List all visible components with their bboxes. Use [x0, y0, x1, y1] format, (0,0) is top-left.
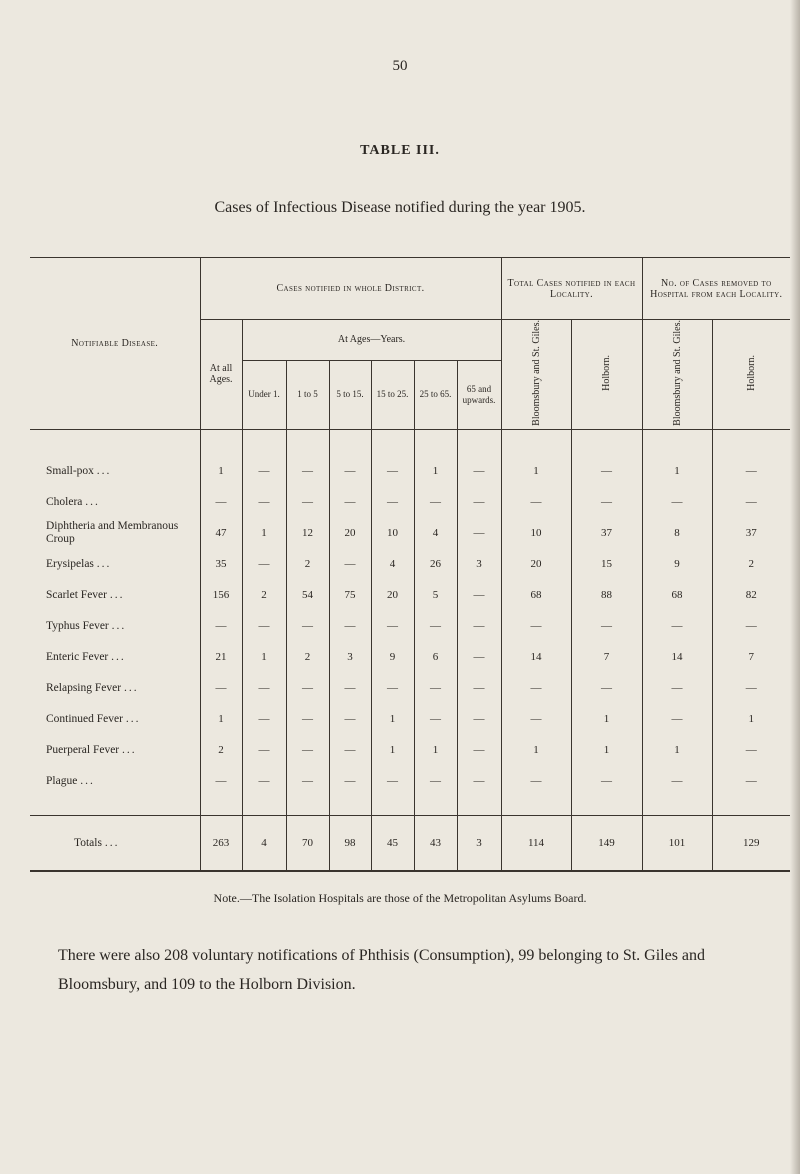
- header-age-1-to-5: 1 to 5: [286, 360, 329, 429]
- header-age-15-to-25: 15 to 25.: [371, 360, 414, 429]
- cell-15-to-25: —: [371, 487, 414, 518]
- cell-under-1: —: [242, 456, 286, 487]
- cell-removed-holborn: 2: [712, 549, 790, 580]
- cell-5-to-15: 75: [329, 580, 371, 611]
- total-removed-holborn: 129: [712, 815, 790, 871]
- cell-65-upwards: —: [457, 735, 501, 766]
- cell-total-bloomsbury: 68: [501, 580, 571, 611]
- cell-1-to-5: —: [286, 704, 329, 735]
- cell-removed-bloomsbury: —: [642, 766, 712, 797]
- cell-25-to-65: 6: [414, 642, 457, 673]
- header-total-holborn-label: Holborn.: [601, 355, 613, 391]
- cell-25-to-65: —: [414, 611, 457, 642]
- cell-65-upwards: —: [457, 611, 501, 642]
- cell-25-to-65: —: [414, 487, 457, 518]
- cell-removed-bloomsbury: 1: [642, 456, 712, 487]
- cell-1-to-5: —: [286, 487, 329, 518]
- cell-15-to-25: 20: [371, 580, 414, 611]
- cell-15-to-25: —: [371, 611, 414, 642]
- cell-removed-bloomsbury: —: [642, 673, 712, 704]
- table-note: Note.—The Isolation Hospitals are those of the Metropolitan Asylums Board.: [213, 891, 587, 905]
- header-total-bloomsbury: [501, 320, 571, 430]
- cell-15-to-25: 1: [371, 735, 414, 766]
- cell-removed-bloomsbury: 8: [642, 518, 712, 549]
- cell-1-to-5: —: [286, 673, 329, 704]
- cell-removed-holborn: 1: [712, 704, 790, 735]
- table-row: [30, 642, 790, 673]
- cell-removed-bloomsbury: —: [642, 704, 712, 735]
- header-total-each-locality: Total Cases notified in each Locality.: [501, 258, 642, 320]
- cell-total-bloomsbury: 1: [501, 456, 571, 487]
- table-row: [30, 704, 790, 735]
- cell-removed-holborn: —: [712, 766, 790, 797]
- cell-removed-bloomsbury: 9: [642, 549, 712, 580]
- table-row: [30, 580, 790, 611]
- cell-all-ages: 21: [200, 642, 242, 673]
- cell-under-1: 1: [242, 642, 286, 673]
- total-holborn: 149: [571, 815, 642, 871]
- cell-15-to-25: 10: [371, 518, 414, 549]
- cell-removed-holborn: 7: [712, 642, 790, 673]
- table-row: [30, 611, 790, 642]
- cell-5-to-15: —: [329, 611, 371, 642]
- cell-removed-bloomsbury: 1: [642, 735, 712, 766]
- total-25-to-65: 43: [414, 815, 457, 871]
- cell-removed-holborn: —: [712, 456, 790, 487]
- disease-name: Erysipelas ...: [46, 558, 112, 571]
- cell-all-ages: 47: [200, 518, 242, 549]
- cell-removed-bloomsbury: —: [642, 611, 712, 642]
- table-row: [30, 456, 790, 487]
- cell-25-to-65: —: [414, 704, 457, 735]
- cell-under-1: —: [242, 704, 286, 735]
- cell-total-bloomsbury: —: [501, 704, 571, 735]
- cell-total-bloomsbury: 1: [501, 735, 571, 766]
- cell-under-1: —: [242, 673, 286, 704]
- cell-removed-holborn: —: [712, 487, 790, 518]
- cell-all-ages: —: [200, 673, 242, 704]
- cell-all-ages: 1: [200, 704, 242, 735]
- disease-name: Enteric Fever ...: [46, 651, 126, 664]
- cell-65-upwards: —: [457, 518, 501, 549]
- cell-1-to-5: —: [286, 766, 329, 797]
- cell-5-to-15: —: [329, 487, 371, 518]
- footer-paragraph: There were also 208 voluntary notifications of Phthisis (Consumption), 99 belonging to St. Giles and Bloomsbury, and 109 to the Holborn Division.: [58, 947, 706, 993]
- table-row: [30, 735, 790, 766]
- table-row: [30, 673, 790, 704]
- cell-5-to-15: —: [329, 549, 371, 580]
- cell-all-ages: —: [200, 766, 242, 797]
- cell-5-to-15: —: [329, 766, 371, 797]
- cell-15-to-25: —: [371, 456, 414, 487]
- header-removed-holborn-label: Holborn.: [745, 355, 757, 391]
- cell-5-to-15: 20: [329, 518, 371, 549]
- total-all-ages: 263: [200, 815, 242, 871]
- cell-25-to-65: 5: [414, 580, 457, 611]
- header-total-holborn: [571, 320, 642, 430]
- cell-25-to-65: 1: [414, 735, 457, 766]
- cell-5-to-15: —: [329, 735, 371, 766]
- table-row: [30, 549, 790, 580]
- total-1-to-5: 70: [286, 815, 329, 871]
- cell-65-upwards: —: [457, 704, 501, 735]
- cell-1-to-5: —: [286, 611, 329, 642]
- cell-removed-holborn: 82: [712, 580, 790, 611]
- header-age-5-to-15: 5 to 15.: [329, 360, 371, 429]
- page-number: 50: [392, 58, 408, 74]
- cell-65-upwards: —: [457, 487, 501, 518]
- cell-1-to-5: 2: [286, 549, 329, 580]
- cell-removed-bloomsbury: 68: [642, 580, 712, 611]
- cell-removed-holborn: 37: [712, 518, 790, 549]
- cell-all-ages: —: [200, 611, 242, 642]
- header-cases-whole-district: Cases notified in whole District.: [200, 258, 501, 320]
- cell-total-holborn: —: [571, 673, 642, 704]
- totals-label: Totals ...: [30, 815, 200, 871]
- header-removed-to-hospital: No. of Cases removed to Hospital from each Locality.: [642, 258, 790, 320]
- cell-5-to-15: 3: [329, 642, 371, 673]
- cell-25-to-65: 4: [414, 518, 457, 549]
- table-row: [30, 518, 790, 549]
- disease-name: Plague ...: [46, 775, 95, 788]
- cell-15-to-25: —: [371, 673, 414, 704]
- header-total-bloomsbury-label: Bloomsbury and St. Giles.: [530, 320, 542, 426]
- cell-65-upwards: —: [457, 673, 501, 704]
- cell-under-1: —: [242, 766, 286, 797]
- disease-name: Relapsing Fever ...: [46, 682, 139, 695]
- disease-name: Small-pox ...: [46, 465, 112, 478]
- disease-name: Cholera ...: [46, 496, 100, 509]
- cell-1-to-5: 12: [286, 518, 329, 549]
- cell-1-to-5: —: [286, 456, 329, 487]
- total-removed-bloomsbury: 101: [642, 815, 712, 871]
- header-removed-bloomsbury-label: Bloomsbury and St. Giles.: [671, 320, 683, 426]
- disease-name: Puerperal Fever ...: [46, 744, 137, 757]
- cell-65-upwards: —: [457, 456, 501, 487]
- cell-1-to-5: —: [286, 735, 329, 766]
- cell-all-ages: 35: [200, 549, 242, 580]
- cell-total-holborn: 1: [571, 735, 642, 766]
- cell-total-bloomsbury: 10: [501, 518, 571, 549]
- cell-total-bloomsbury: —: [501, 766, 571, 797]
- cell-15-to-25: 4: [371, 549, 414, 580]
- cell-65-upwards: 3: [457, 549, 501, 580]
- cell-65-upwards: —: [457, 580, 501, 611]
- cell-removed-bloomsbury: 14: [642, 642, 712, 673]
- cell-25-to-65: —: [414, 673, 457, 704]
- cell-total-holborn: 37: [571, 518, 642, 549]
- cell-under-1: —: [242, 611, 286, 642]
- cell-removed-bloomsbury: —: [642, 487, 712, 518]
- cell-under-1: —: [242, 735, 286, 766]
- cell-total-bloomsbury: —: [501, 487, 571, 518]
- cell-total-holborn: 1: [571, 704, 642, 735]
- table-row: [30, 487, 790, 518]
- header-age-under-1: Under 1.: [242, 360, 286, 429]
- cell-total-holborn: 15: [571, 549, 642, 580]
- cell-25-to-65: 1: [414, 456, 457, 487]
- cell-all-ages: 2: [200, 735, 242, 766]
- total-5-to-15: 98: [329, 815, 371, 871]
- cell-total-bloomsbury: —: [501, 611, 571, 642]
- cell-15-to-25: 9: [371, 642, 414, 673]
- header-age-65-upwards: 65 and upwards.: [457, 360, 501, 429]
- header-at-ages-years: At Ages—Years.: [242, 320, 501, 361]
- cell-5-to-15: —: [329, 704, 371, 735]
- cell-all-ages: —: [200, 487, 242, 518]
- disease-table: [30, 257, 790, 872]
- cell-total-bloomsbury: —: [501, 673, 571, 704]
- cell-under-1: 2: [242, 580, 286, 611]
- table-subtitle: Cases of Infectious Disease notified during the year 1905.: [214, 199, 586, 216]
- total-15-to-25: 45: [371, 815, 414, 871]
- cell-removed-holborn: —: [712, 735, 790, 766]
- cell-5-to-15: —: [329, 456, 371, 487]
- table-title: TABLE III.: [360, 143, 440, 158]
- cell-removed-holborn: —: [712, 611, 790, 642]
- cell-total-holborn: —: [571, 766, 642, 797]
- cell-1-to-5: 54: [286, 580, 329, 611]
- table-row: [30, 766, 790, 797]
- page-edge-shadow: [790, 0, 800, 1174]
- total-bloomsbury: 114: [501, 815, 571, 871]
- cell-5-to-15: —: [329, 673, 371, 704]
- cell-total-holborn: —: [571, 456, 642, 487]
- cell-removed-holborn: —: [712, 673, 790, 704]
- cell-under-1: —: [242, 487, 286, 518]
- header-removed-holborn: [712, 320, 790, 430]
- disease-name: Typhus Fever ...: [46, 620, 127, 633]
- header-age-25-to-65: 25 to 65.: [414, 360, 457, 429]
- disease-name: Continued Fever ...: [46, 713, 141, 726]
- cell-total-holborn: 88: [571, 580, 642, 611]
- cell-under-1: —: [242, 549, 286, 580]
- cell-total-holborn: —: [571, 611, 642, 642]
- totals-row: [30, 815, 790, 871]
- cell-total-holborn: 7: [571, 642, 642, 673]
- cell-65-upwards: —: [457, 642, 501, 673]
- cell-total-bloomsbury: 14: [501, 642, 571, 673]
- disease-name: Diphtheria and Membranous Croup: [46, 520, 179, 546]
- header-at-all-ages: At all Ages.: [200, 320, 242, 430]
- cell-25-to-65: 26: [414, 549, 457, 580]
- total-under-1: 4: [242, 815, 286, 871]
- cell-under-1: 1: [242, 518, 286, 549]
- cell-25-to-65: —: [414, 766, 457, 797]
- cell-all-ages: 1: [200, 456, 242, 487]
- cell-65-upwards: —: [457, 766, 501, 797]
- cell-15-to-25: 1: [371, 704, 414, 735]
- cell-total-holborn: —: [571, 487, 642, 518]
- cell-all-ages: 156: [200, 580, 242, 611]
- cell-total-bloomsbury: 20: [501, 549, 571, 580]
- cell-15-to-25: —: [371, 766, 414, 797]
- header-notifiable-disease: Notifiable Disease.: [71, 337, 159, 349]
- cell-1-to-5: 2: [286, 642, 329, 673]
- header-removed-bloomsbury: [642, 320, 712, 430]
- disease-name: Scarlet Fever ...: [46, 589, 125, 602]
- total-65-upwards: 3: [457, 815, 501, 871]
